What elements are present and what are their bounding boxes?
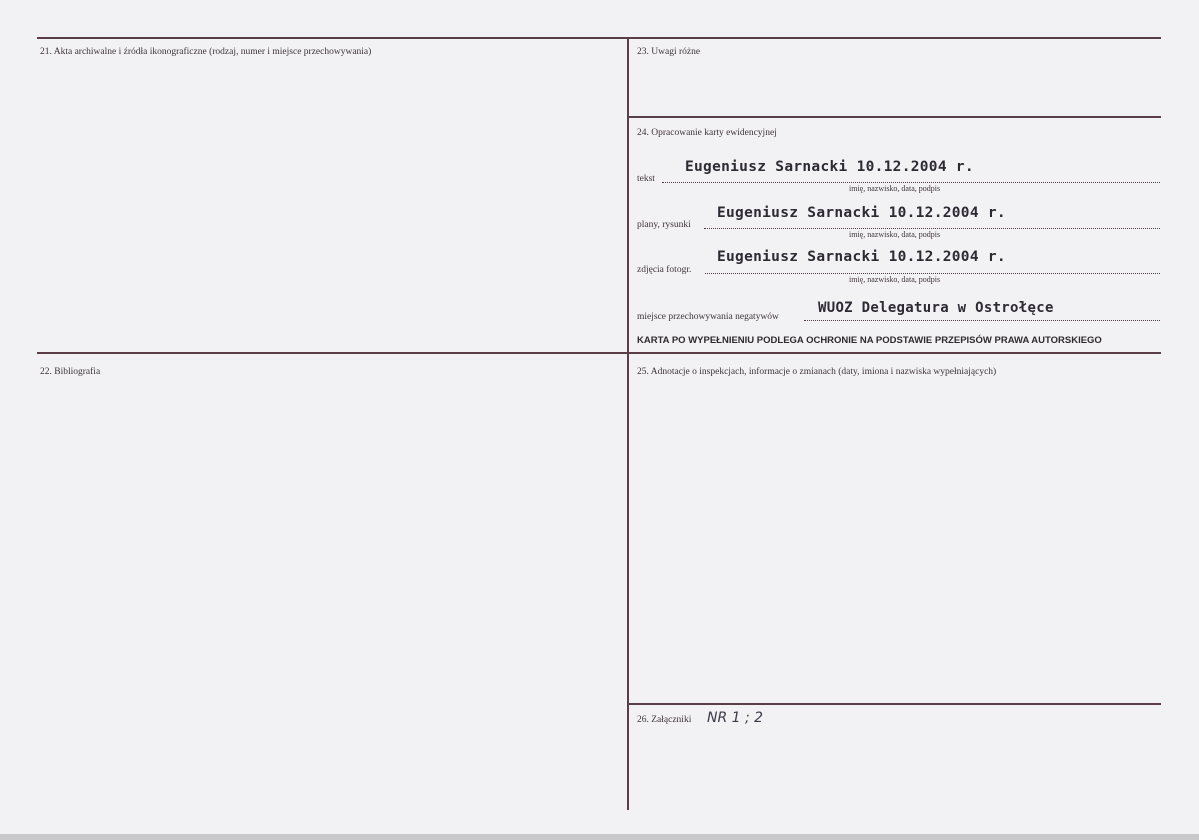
plans-row-dotted-line [704,228,1160,229]
negatives-label: miejsce przechowywania negatywów [637,312,779,322]
s23-bottom-rule [628,116,1161,118]
section-24-label: 24. Opracowanie karty ewidencyjnej [637,128,777,138]
card-bottom-edge [0,834,1199,840]
section-25-label: 25. Adnotacje o inspekcjach, informacje o zmianach (daty, imiona i nazwiska wypełniających) [637,367,997,377]
photos-row-dotted-line [705,273,1160,274]
column-divider [627,37,629,810]
top-rule [37,37,1161,39]
photos-row-label: zdjęcia fotogr. [637,265,692,275]
photos-author-value: Eugeniusz Sarnacki 10.12.2004 r. [717,249,1006,265]
text-row-label: tekst [637,174,655,184]
plans-row-label: plany, rysunki [637,220,691,230]
middle-rule [37,352,1161,354]
text-row-caption: imię, nazwisko, data, podpis [849,184,941,193]
plans-author-value: Eugeniusz Sarnacki 10.12.2004 r. [717,205,1006,221]
attachments-value: NR 1 ; 2 [707,710,764,726]
section-23-label: 23. Uwagi różne [637,47,701,57]
negatives-location-value: WUOZ Delegatura w Ostrołęce [818,300,1054,316]
copyright-notice: KARTA PO WYPEŁNIENIU PODLEGA OCHRONIE NA PODSTAWIE PRZEPISÓW PRAWA AUTORSKIEGO [637,335,1102,346]
text-author-value: Eugeniusz Sarnacki 10.12.2004 r. [685,159,974,175]
text-row-dotted-line [662,182,1160,183]
section-22-label: 22. Bibliografia [40,367,101,377]
s26-top-rule [628,703,1161,705]
photos-row-caption: imię, nazwisko, data, podpis [849,275,941,284]
section-21-label: 21. Akta archiwalne i źródła ikonograficzne (rodzaj, numer i miejsce przechowywania) [40,47,372,57]
negatives-dotted-line [804,320,1160,321]
section-26-label: 26. Załączniki [637,715,692,725]
plans-row-caption: imię, nazwisko, data, podpis [849,230,941,239]
